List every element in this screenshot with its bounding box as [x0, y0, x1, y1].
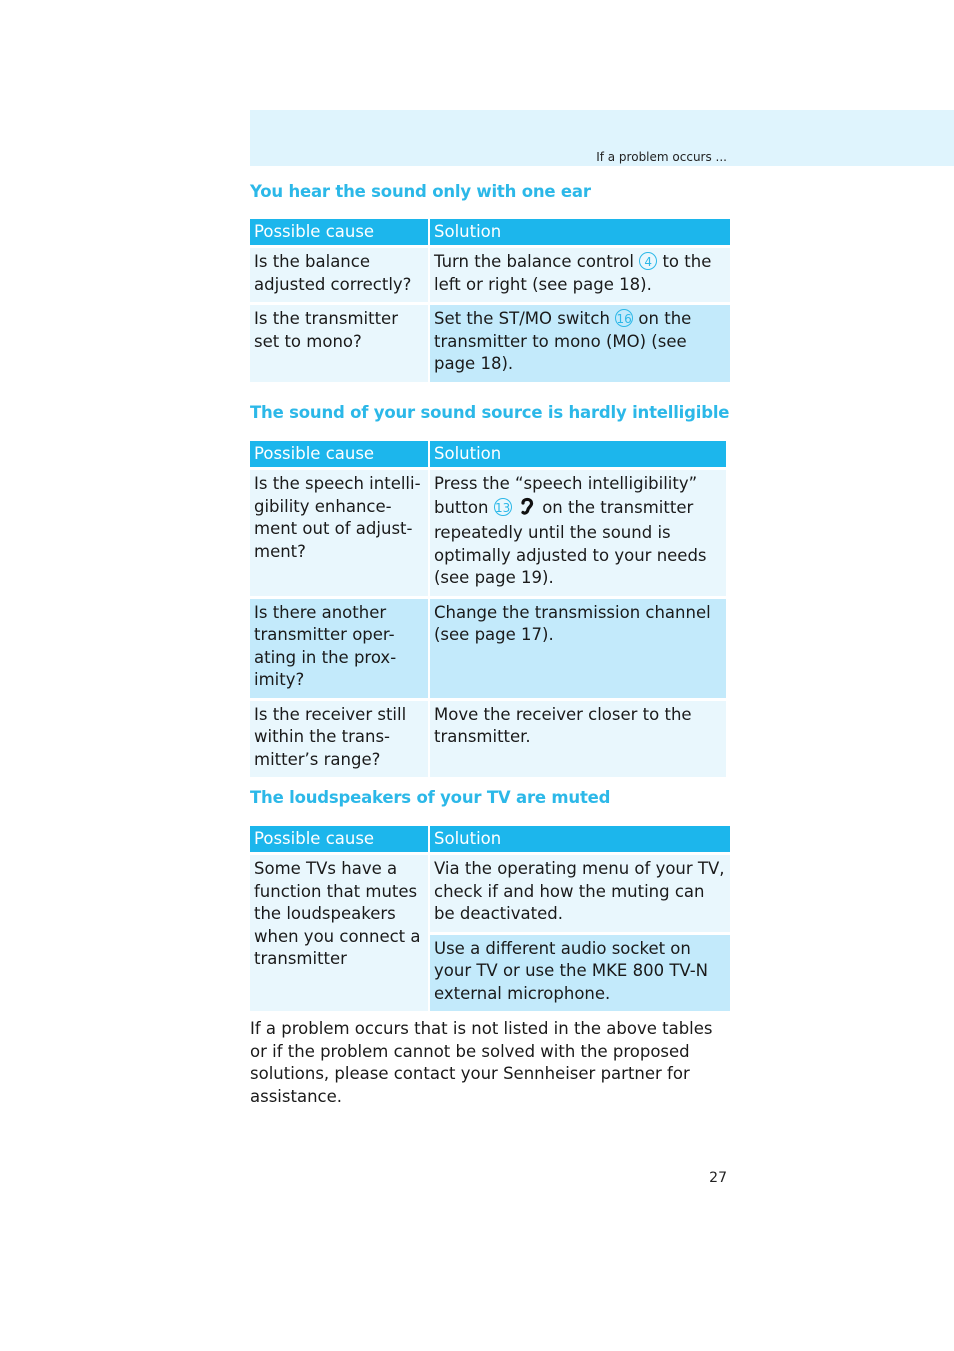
column-header-cause: Possible cause — [250, 219, 428, 248]
solution-text: on the transmitter to mono (MO) (see page 18). — [434, 309, 692, 373]
cause-cell: Is the balance adjusted correctly? — [250, 248, 428, 302]
solution-text: Set the ST/MO switch — [434, 309, 610, 328]
table-one-ear — [248, 219, 732, 382]
solution-cell — [430, 248, 730, 302]
table-row — [250, 470, 726, 596]
table-row — [250, 698, 726, 778]
table-row — [250, 596, 726, 698]
cause-cell: Is the receiver still within the trans-mitter’s range? — [250, 698, 428, 778]
section-title-muted: The loudspeakers of your TV are muted — [250, 788, 611, 807]
cause-cell: Some TVs have a function that mutes the loudspeakers when you connect a transmitter — [250, 855, 428, 1011]
section-title-one-ear: You hear the sound only with one ear — [250, 182, 591, 201]
solution-cell: Move the receiver closer to the transmitter. — [430, 698, 726, 778]
cause-cell: Is there another transmitter oper-ating in the prox-imity? — [250, 596, 428, 698]
column-header-cause: Possible cause — [250, 826, 428, 855]
cause-cell: Is the speech intelli-gibility enhance-ment out of adjust-ment? — [250, 470, 428, 596]
solution-cell: Via the operating menu of your TV, check if and how the muting can be deactivated. — [430, 855, 730, 932]
section-title-intelligibility: The sound of your sound source is hardly intelligible — [250, 403, 730, 422]
reference-number: 4 — [639, 252, 657, 270]
cause-cell: Is the transmitter set to mono? — [250, 302, 428, 382]
column-header-solution: Solution — [430, 441, 726, 470]
solution-text: Press the “speech intelligibility” button — [434, 474, 698, 517]
table-row — [250, 855, 730, 932]
solution-text: to the left or right (see page 18). — [434, 252, 712, 294]
solution-text: Turn the balance control — [434, 252, 634, 271]
solution-cell — [430, 470, 726, 596]
table-row — [250, 248, 730, 302]
solution-cell: Use a different audio socket on your TV or use the MKE 800 TV-N external microphone. — [430, 932, 730, 1012]
column-header-solution: Solution — [430, 826, 730, 855]
solution-cell: Change the transmission channel (see page 17). — [430, 596, 726, 698]
reference-number: 13 — [494, 498, 512, 516]
reference-number: 16 — [615, 309, 633, 327]
column-header-solution: Solution — [430, 219, 730, 248]
running-title: If a problem occurs ... — [596, 150, 727, 164]
solution-cell — [430, 302, 730, 382]
closing-paragraph: If a problem occurs that is not listed in the above tables or if the problem cannot be solved with the proposed solutions, please contact your Sennheiser partner for assistance. — [250, 1019, 713, 1107]
page-number: 27 — [709, 1170, 727, 1186]
table-row — [250, 302, 730, 382]
table-muted — [248, 826, 732, 1011]
solution-text: on the transmitter repeatedly until the sound is optimally adjusted to your needs (see page 19). — [434, 497, 707, 587]
ear-icon — [519, 496, 535, 523]
table-intelligibility — [248, 441, 728, 777]
column-header-cause: Possible cause — [250, 441, 428, 470]
